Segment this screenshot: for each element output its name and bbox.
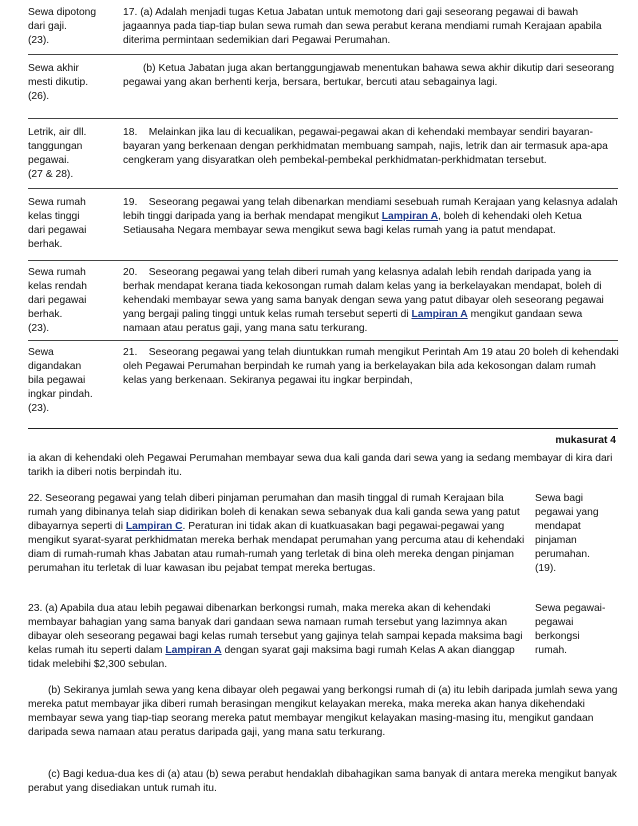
paragraph-23b: (b) Sekiranya jumlah sewa yang kena dibayar oleh pegawai yang berkongsi rumah di (a) itu lebih daripada jumlah sewa yang mereka patut membayar jika diberi rumah berasingan mengikut kelayakan mereka, maka mereka akan hanya dikehendaki membayar sewa yang tiap-tiap seorang mereka patut membayar mengikut kelayakan masing-masing itu, mengikut gandaan daripada sewa namaan atau peratus daripada gaji, yang mana satu terkurang. bbox=[28, 685, 618, 738]
paragraph-17b: (b) Ketua Jabatan juga akan bertanggungjawab menentukan bahawa sewa akhir dikutip dari seseorang pegawai yang akan berhenti kerja, bersara, bertukar, bercuti atau sebagainya lagi. bbox=[123, 63, 615, 88]
paragraph-23a: 23. (a) Apabila dua atau lebih pegawai dibenarkan berkongsi rumah, maka mereka akan di kehendaki membayar bahagian yang sama banyak dari gandaan sewa namaan rumah tersebut yang lazimnya akan dibayar oleh seseorang pegawai bagi kelas rumah tersebut yang gajinya telah sampai kepada maksima bagi kelas rumah itu seperti dalam Lampiran A dengan syarat gaji maksima bagi rumah Kelas A akan dianggap tidak melebihi $2,300 sebulan. bbox=[28, 603, 523, 670]
side-note-17b: Sewa akhir mesti dikutip. (26). bbox=[28, 63, 89, 102]
paragraph-21: 21. Seseorang pegawai yang telah diuntukkan rumah mengikut Perintah Am 19 atau 20 boleh di kehendaki oleh Pegawai Perumahan berpindah ke rumah yang ia berkelayakan bila ada kekosongan dalam rumah kelas yang berkenaan. Sekiranya pegawai itu ingkar berpindah, bbox=[123, 347, 619, 386]
divider bbox=[28, 340, 618, 341]
page-break-line bbox=[28, 428, 618, 429]
side-note-21: Sewa digandakan bila pegawai ingkar pindah. (23). bbox=[28, 347, 93, 414]
lampiran-a-link[interactable]: Lampiran A bbox=[381, 211, 439, 222]
side-note-19: Sewa rumah kelas tinggi dari pegawai berhak. bbox=[28, 197, 87, 250]
paragraph-18: 18. Melainkan jika lau di kecualikan, pegawai-pegawai akan di kehendaki membayar sendiri bayaran-bayaran yang berkenaan dengan perkhidmatan membuang sampah, najis, letrik dan air termasuk apa-apa cengkeram yang disyaratkan oleh pembekal-pembekal perkhidmatan-perkhidmatan tersebut. bbox=[123, 127, 608, 166]
side-note-22: Sewa bagi pegawai yang mendapat pinjaman perumahan. (19). bbox=[535, 493, 599, 574]
divider bbox=[28, 118, 618, 119]
side-note-17a: Sewa dipotong dari gaji. (23). bbox=[28, 7, 97, 46]
paragraph-20: 20. Seseorang pegawai yang telah diberi rumah yang kelasnya adalah lebih rendah daripada yang ia berhak mendapat kerana tiada kekosongan rumah dalam kelas yang ia berkelayakan mendapat, boleh di kehendaki membayar sewa yang sama banyak dengan sewa yang patut dibayar oleh seseorang pegawai yang bergaji paling tinggi untuk kelas rumah tersebut seperti di Lampiran A mengikut gandaan sewa namaan atau peratus gaji, yang mana satu terkurang. bbox=[123, 267, 604, 334]
lampiran-a-link[interactable]: Lampiran A bbox=[165, 645, 222, 656]
side-note-23: Sewa pegawai- pegawai berkongsi rumah. bbox=[535, 603, 606, 656]
divider bbox=[28, 188, 618, 189]
page-number: mukasurat 4 bbox=[555, 435, 616, 446]
side-note-18: Letrik, air dll. tanggungan pegawai. (27 & 28). bbox=[28, 127, 87, 180]
paragraph-22: 22. Seseorang pegawai yang telah diberi pinjaman perumahan dan masih tinggal di rumah Kerajaan bila rumah yang dibinanya telah siap didirikan boleh di kenakan sewa sebanyak dua kali ganda sewa yang patut dibayarnya seperti di Lampiran C. Peraturan ini tidak akan di kuatkuasakan bagi pegawai-pegawai yang mengikut syarat-syarat perkhidmatan mereka berhak mendapat perumahan yang percuma atau di kehendaki diam di rumah-rumah khas Jabatan atau rumah-rumah yang terletak di bina oleh mereka dengan pinjaman perumahan itu terletak di luar kawasan ibu pejabat tempat mereka bertugas. bbox=[28, 493, 525, 574]
continuation-text: ia akan di kehendaki oleh Pegawai Perumahan membayar sewa dua kali ganda dari sewa yang ia sedang membayar di kira dari tarikh ia diberi notis berpindah itu. bbox=[28, 453, 613, 478]
divider bbox=[28, 54, 618, 55]
side-note-20: Sewa rumah kelas rendah dari pegawai berhak. (23). bbox=[28, 267, 87, 334]
paragraph-23c: (c) Bagi kedua-dua kes di (a) atau (b) sewa perabut hendaklah dibahagikan sama banyak di antara mereka mengikut banyak perabut yang disediakan untuk rumah itu. bbox=[28, 769, 617, 794]
lampiran-a-link[interactable]: Lampiran A bbox=[411, 309, 468, 320]
paragraph-17a: 17. (a) Adalah menjadi tugas Ketua Jabatan untuk memotong dari gaji seseorang pegawai di bawah jagaannya pada tiap-tiap bulan sewa rumah dan sewa perabut kerana mendiami rumah Kerajaan apabila diterima permintaan sedemikian dari Pegawai Perumahan. bbox=[123, 7, 602, 46]
divider bbox=[28, 260, 618, 261]
lampiran-c-link[interactable]: Lampiran C bbox=[125, 521, 183, 532]
paragraph-19: 19. Seseorang pegawai yang telah dibenarkan mendiami sesebuah rumah Kerajaan yang kelasnya adalah lebih tinggi daripada yang ia berhak mendapat mengikut Lampiran A, boleh di kehendaki oleh Ketua Setiausaha Negara membayar sewa mengikut sewa bagi kelas rumah yang ia patut mendapat. bbox=[123, 197, 618, 236]
